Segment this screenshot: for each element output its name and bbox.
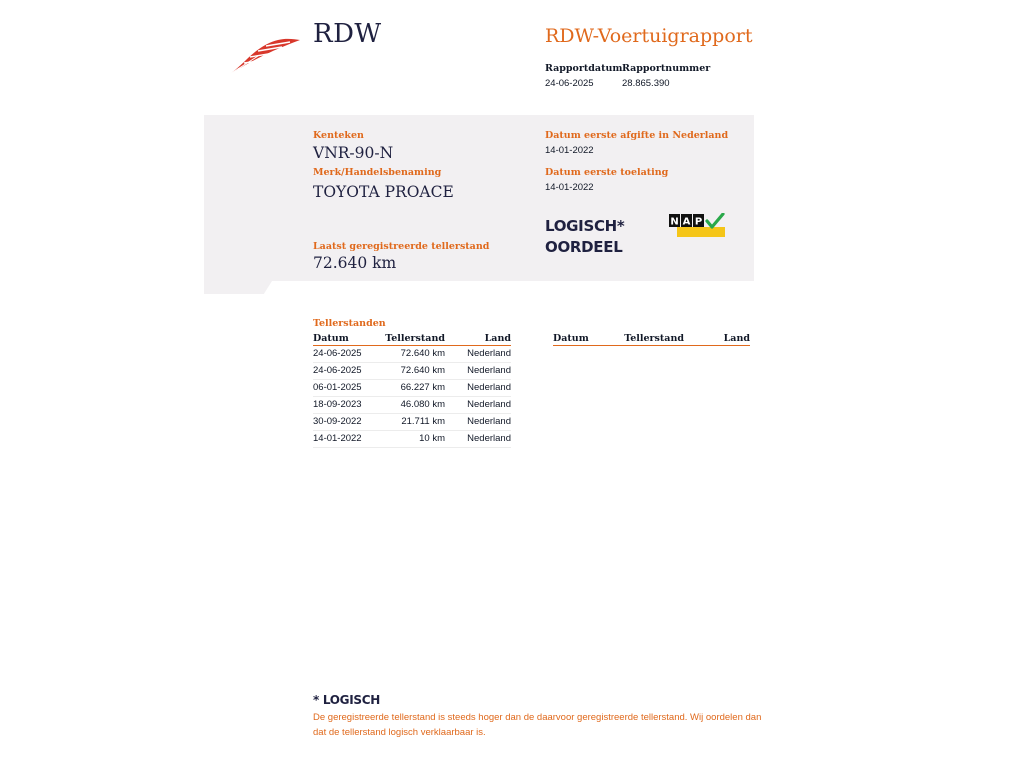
column-header-date: Datum bbox=[553, 333, 623, 346]
reading-country: Nederland bbox=[445, 380, 511, 397]
reading-km: 66.227 km bbox=[383, 380, 445, 397]
verdict-line-1: LOGISCH* bbox=[545, 217, 625, 235]
plate-value: VNR-90-N bbox=[313, 144, 394, 162]
rdw-feather-logo-icon bbox=[228, 36, 302, 76]
reading-country: Nederland bbox=[445, 397, 511, 414]
readings-header-row bbox=[313, 333, 511, 346]
reading-date: 24-06-2025 bbox=[313, 346, 383, 363]
note-text: De geregistreerde tellerstand is steeds hoger dan de daarvoor geregistreerde tellerstand. Wij oordelen dan dat de tellerstand logisch verklaarbaar is. bbox=[313, 712, 762, 738]
last-reading-label: Laatst geregistreerde tellerstand bbox=[313, 241, 490, 252]
readings-header-row-right bbox=[553, 333, 750, 346]
table-row bbox=[313, 346, 511, 363]
report-date-label: Rapportdatum bbox=[545, 63, 623, 74]
reading-km: 72.640 km bbox=[383, 363, 445, 380]
table-row bbox=[313, 380, 511, 397]
reading-date: 06-01-2025 bbox=[313, 380, 383, 397]
brand-name: RDW bbox=[313, 19, 382, 49]
reading-country: Nederland bbox=[445, 414, 511, 431]
report-title: RDW-Voertuigrapport bbox=[545, 25, 753, 47]
table-row bbox=[313, 414, 511, 431]
first-issue-value: 14-01-2022 bbox=[545, 145, 594, 156]
reading-km: 72.640 km bbox=[383, 346, 445, 363]
make-label: Merk/Handelsbenaming bbox=[313, 167, 442, 178]
readings-table-left bbox=[313, 333, 511, 448]
reading-km: 21.711 km bbox=[383, 414, 445, 431]
column-header-country: Land bbox=[684, 333, 750, 346]
reading-date: 18-09-2023 bbox=[313, 397, 383, 414]
nap-letter-a: A bbox=[682, 216, 691, 228]
report-number-block bbox=[622, 63, 710, 89]
verdict bbox=[545, 216, 624, 258]
readings-title: Tellerstanden bbox=[313, 318, 386, 329]
first-admission-label: Datum eerste toelating bbox=[545, 167, 669, 178]
table-row bbox=[313, 431, 511, 448]
reading-date: 24-06-2025 bbox=[313, 363, 383, 380]
reading-date: 30-09-2022 bbox=[313, 414, 383, 431]
report-date-block bbox=[545, 63, 622, 89]
make-value: TOYOTA PROACE bbox=[313, 183, 454, 201]
first-admission-value: 14-01-2022 bbox=[545, 182, 594, 193]
column-header-reading: Tellerstand bbox=[383, 333, 445, 346]
reading-date: 14-01-2022 bbox=[313, 431, 383, 448]
table-row bbox=[313, 397, 511, 414]
report-date-value: 24-06-2025 bbox=[545, 78, 594, 89]
note-title: * LOGISCH bbox=[313, 693, 380, 707]
reading-country: Nederland bbox=[445, 346, 511, 363]
panel-notch bbox=[204, 281, 272, 294]
reading-km: 46.080 km bbox=[383, 397, 445, 414]
report-number-label: Rapportnummer bbox=[622, 63, 711, 74]
nap-letter-n: N bbox=[670, 216, 679, 228]
first-issue-label: Datum eerste afgifte in Nederland bbox=[545, 130, 729, 141]
last-reading-value: 72.640 km bbox=[313, 254, 397, 272]
reading-km: 10 km bbox=[383, 431, 445, 448]
column-header-country: Land bbox=[445, 333, 511, 346]
column-header-reading: Tellerstand bbox=[624, 333, 684, 344]
readings-table-right bbox=[553, 333, 750, 346]
nap-check-icon bbox=[669, 213, 725, 237]
verdict-line-2: OORDEEL bbox=[545, 238, 623, 256]
reading-country: Nederland bbox=[445, 363, 511, 380]
nap-letter-p: P bbox=[694, 216, 703, 228]
table-row bbox=[313, 363, 511, 380]
reading-country: Nederland bbox=[445, 431, 511, 448]
report-number-value: 28.865.390 bbox=[622, 78, 670, 89]
plate-label: Kenteken bbox=[313, 130, 364, 141]
column-header-date: Datum bbox=[313, 333, 383, 346]
